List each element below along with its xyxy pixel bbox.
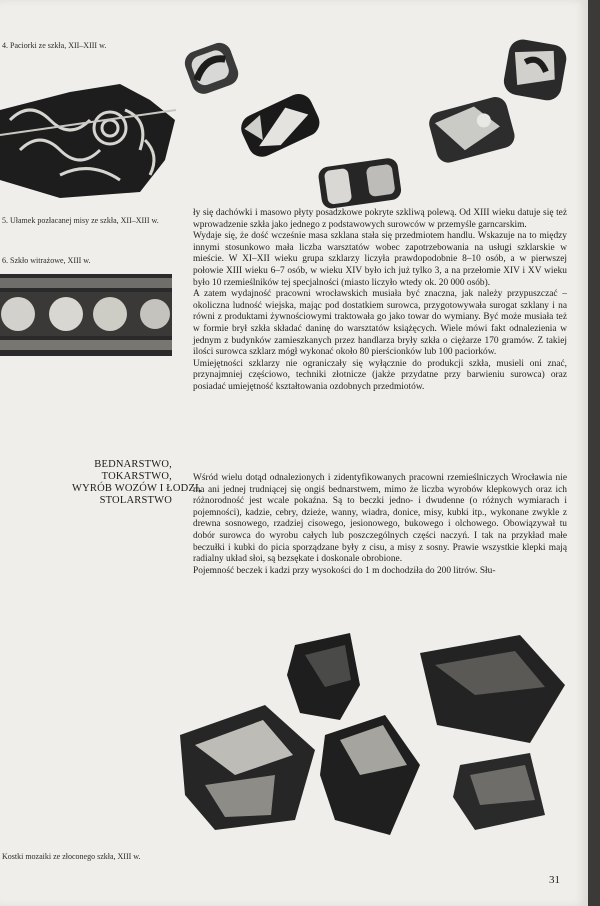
- heading-line: TOKARSTWO,: [101, 471, 172, 482]
- paragraph: Wśród wielu dotąd odnalezionych i zidentyfikowanych pracowni rzemieślniczych Wrocławia nie ma ani jednej trudniącej się ongiś bednarstwem, mimo że liczba wyrobów klepkowych oraz ich różnorodność jest wcale pokaźna. Są to beczki jedno- i dwudenne (o różnych wymiarach i pojemności), kadzie, cebry, dzieże, wanny, wiadra, donice, misy, kubki itp., wykonane zwykle z drewna sosnowego, rzadziej cisowego, jesionowego, bukowego i olchowego. Obowiązywał tu dobór surowca do wyrobu całych lub poszczególnych części naczyń. I tak na przykład małe beczułki i kubki do picia sporządzane były z cisu, a misy z sosny. Prawie wszystkie klepki mają radialny układ słoi, są bezsękate i doskonale obrobione.: [193, 473, 567, 565]
- paragraph: Umiejętności szklarzy nie ograniczały się wyłącznie do produkcji szkła, musieli oni znać, przynajmniej częściowo, techniki złotnicze (jakże przydatne przy barwieniu surowca) oraz posiadać umiejętność kształtowania ozdobnych przedmiotów.: [193, 358, 567, 392]
- page-number: 31: [549, 874, 560, 886]
- caption-beads: 4. Paciorki ze szkła, XII–XIII w.: [2, 41, 107, 50]
- paragraph: Wydaje się, że dość wcześnie masa szklana stała się przedmiotem handlu. Wskazuje na to między innymi stosunkowo mała liczba warsztatów wobec zapotrzebowania na usługi szklarskie w mieście. W XI–XII wieku grupa szklarzy liczyła prawdopodobnie 8–10 osób, a w pierwszej połowie XIII wieku 6–7 osób, w wieku XIV było ich już tylko 3, a na przełomie XIV i XV wieku było 10 rzemieślników tej specjalności (miasto liczyło wtedy ok. 20 000 osób).: [193, 231, 567, 288]
- photo-glass-beads: [180, 35, 580, 220]
- heading-line: STOLARSTWO: [99, 495, 172, 506]
- photo-gilded-bowl-fragment: [0, 80, 176, 200]
- photo-stained-glass: [0, 274, 172, 356]
- paragraph: A zatem wydajność pracowni wrocławskich musiała być znaczna, jak należy przypuszczać – okoliczna ludność wiejska, mając pod dostatkiem surowca, przygotowywała surogat szklany i na równi z produktami żywnościowymi traktowała go jako towar do wymiany. Być może musiała też w formie brył szkła składać daninę do warsztatów książęcych. Wiele mówi fakt odnalezienia w jednym z budynków zamieszkanych przez handlarza bryły szkła o ciężarze 170 gramów. Z takiej ilości surowca szklarz mógł wykonać około 80 pierścionków lub 100 paciorków.: [193, 289, 567, 358]
- heading-line: WYRÓB WOZÓW I ŁODZI,: [72, 483, 202, 494]
- body-text-top: [193, 208, 567, 394]
- paragraph: Pojemność beczek i kadzi przy wysokości do 1 m dochodziła do 200 litrów. Słu-: [193, 565, 496, 576]
- heading-line: BEDNARSTWO,: [94, 459, 172, 470]
- section-heading: [72, 459, 202, 507]
- caption-bowl: 5. Ułamek pozłacanej misy ze szkła, XII–XIII w.: [2, 216, 159, 225]
- paragraph: ły się dachówki i masowo płyty posadzkowe pokryte szkliwą polewą. Od XIII wieku datuje się też wprowadzenie szkła jako jednego z podstawowych surowców w przemyśle garncarskim.: [193, 208, 567, 230]
- caption-stained-glass: 6. Szkło witrażowe, XIII w.: [2, 256, 91, 265]
- caption-mosaic: Kostki mozaiki ze złoconego szkła, XIII w.: [2, 852, 141, 861]
- photo-mosaic-cubes: [175, 625, 565, 845]
- body-text-bottom: [193, 473, 567, 577]
